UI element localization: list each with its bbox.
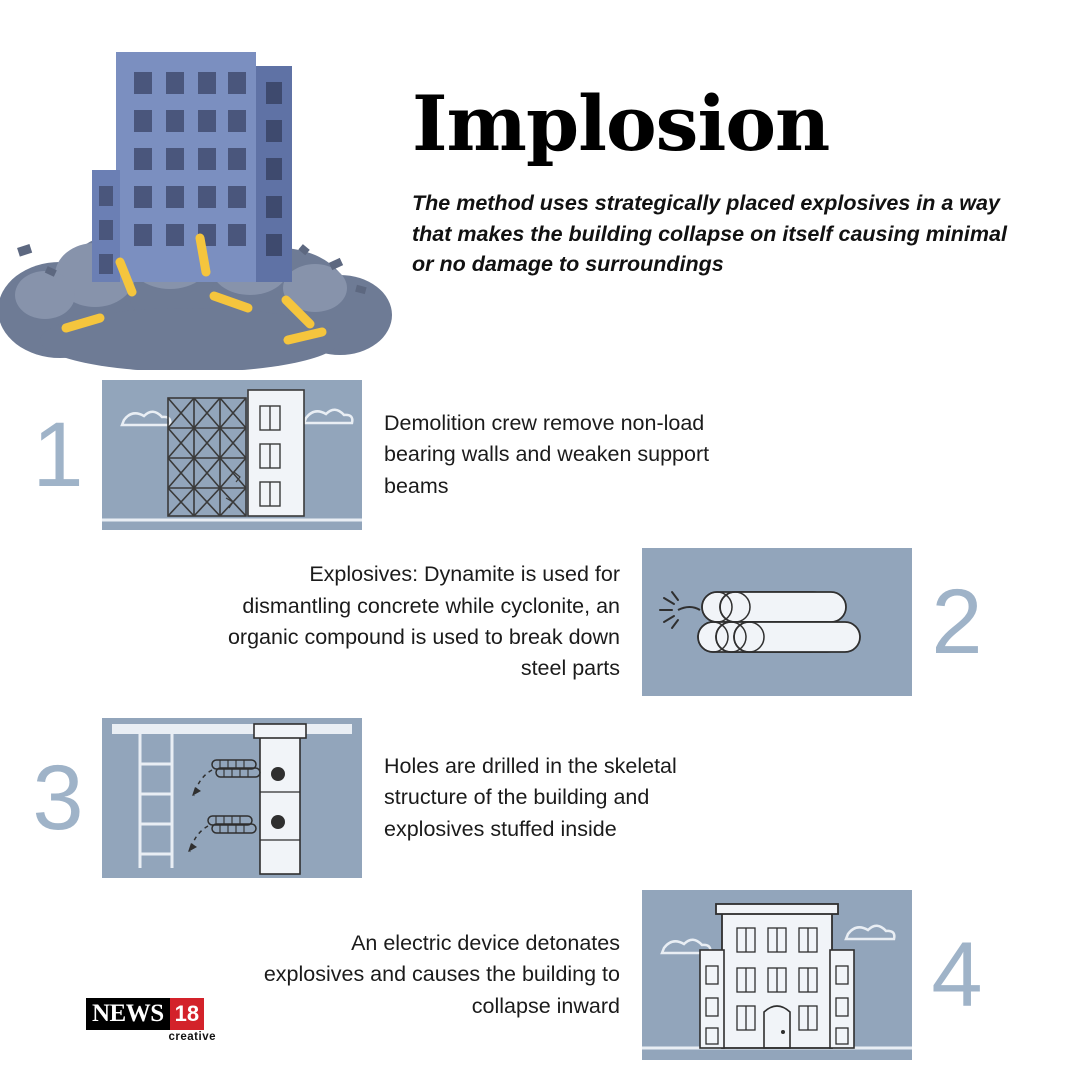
step-4 [250, 890, 1002, 1060]
logo-creative-text: creative [168, 1031, 216, 1043]
step-number-2: 2 [931, 571, 983, 673]
step-3 [18, 718, 714, 878]
step-2-text: Explosives: Dynamite is used for dismantling concrete while cyclonite, an organic compound is used to break down steel parts [227, 562, 620, 681]
news18-creative-logo [86, 998, 216, 1043]
page-title: Implosion [412, 79, 830, 168]
step-number-3: 3 [32, 747, 84, 849]
step-4-illustration [642, 890, 912, 1060]
logo-18-badge: 18 [170, 998, 204, 1030]
hero-text-block [412, 79, 1052, 280]
step-4-text: An electric device detonates explosives and causes the building to collapse inward [263, 930, 620, 1018]
step-2-illustration [642, 548, 912, 696]
step-3-illustration [102, 718, 362, 878]
step-number-1: 1 [32, 404, 84, 506]
step-number-4: 4 [931, 924, 983, 1026]
hero-section [0, 0, 1080, 375]
step-1 [18, 380, 734, 530]
step-3-text: Holes are drilled in the skeletal structure of the building and explosives stuffed inside [384, 753, 677, 841]
step-2 [200, 548, 1002, 696]
page-subtitle: The method uses strategically placed explosives in a way that makes the building collapse on itself causing minimal or no damage to surroundings [412, 191, 1007, 277]
logo-main-row [86, 998, 216, 1030]
collapsing-building-illustration [0, 10, 410, 370]
step-1-illustration [102, 380, 362, 530]
logo-news-text: NEWS [86, 998, 170, 1030]
step-1-text: Demolition crew remove non-load bearing walls and weaken support beams [384, 410, 710, 498]
